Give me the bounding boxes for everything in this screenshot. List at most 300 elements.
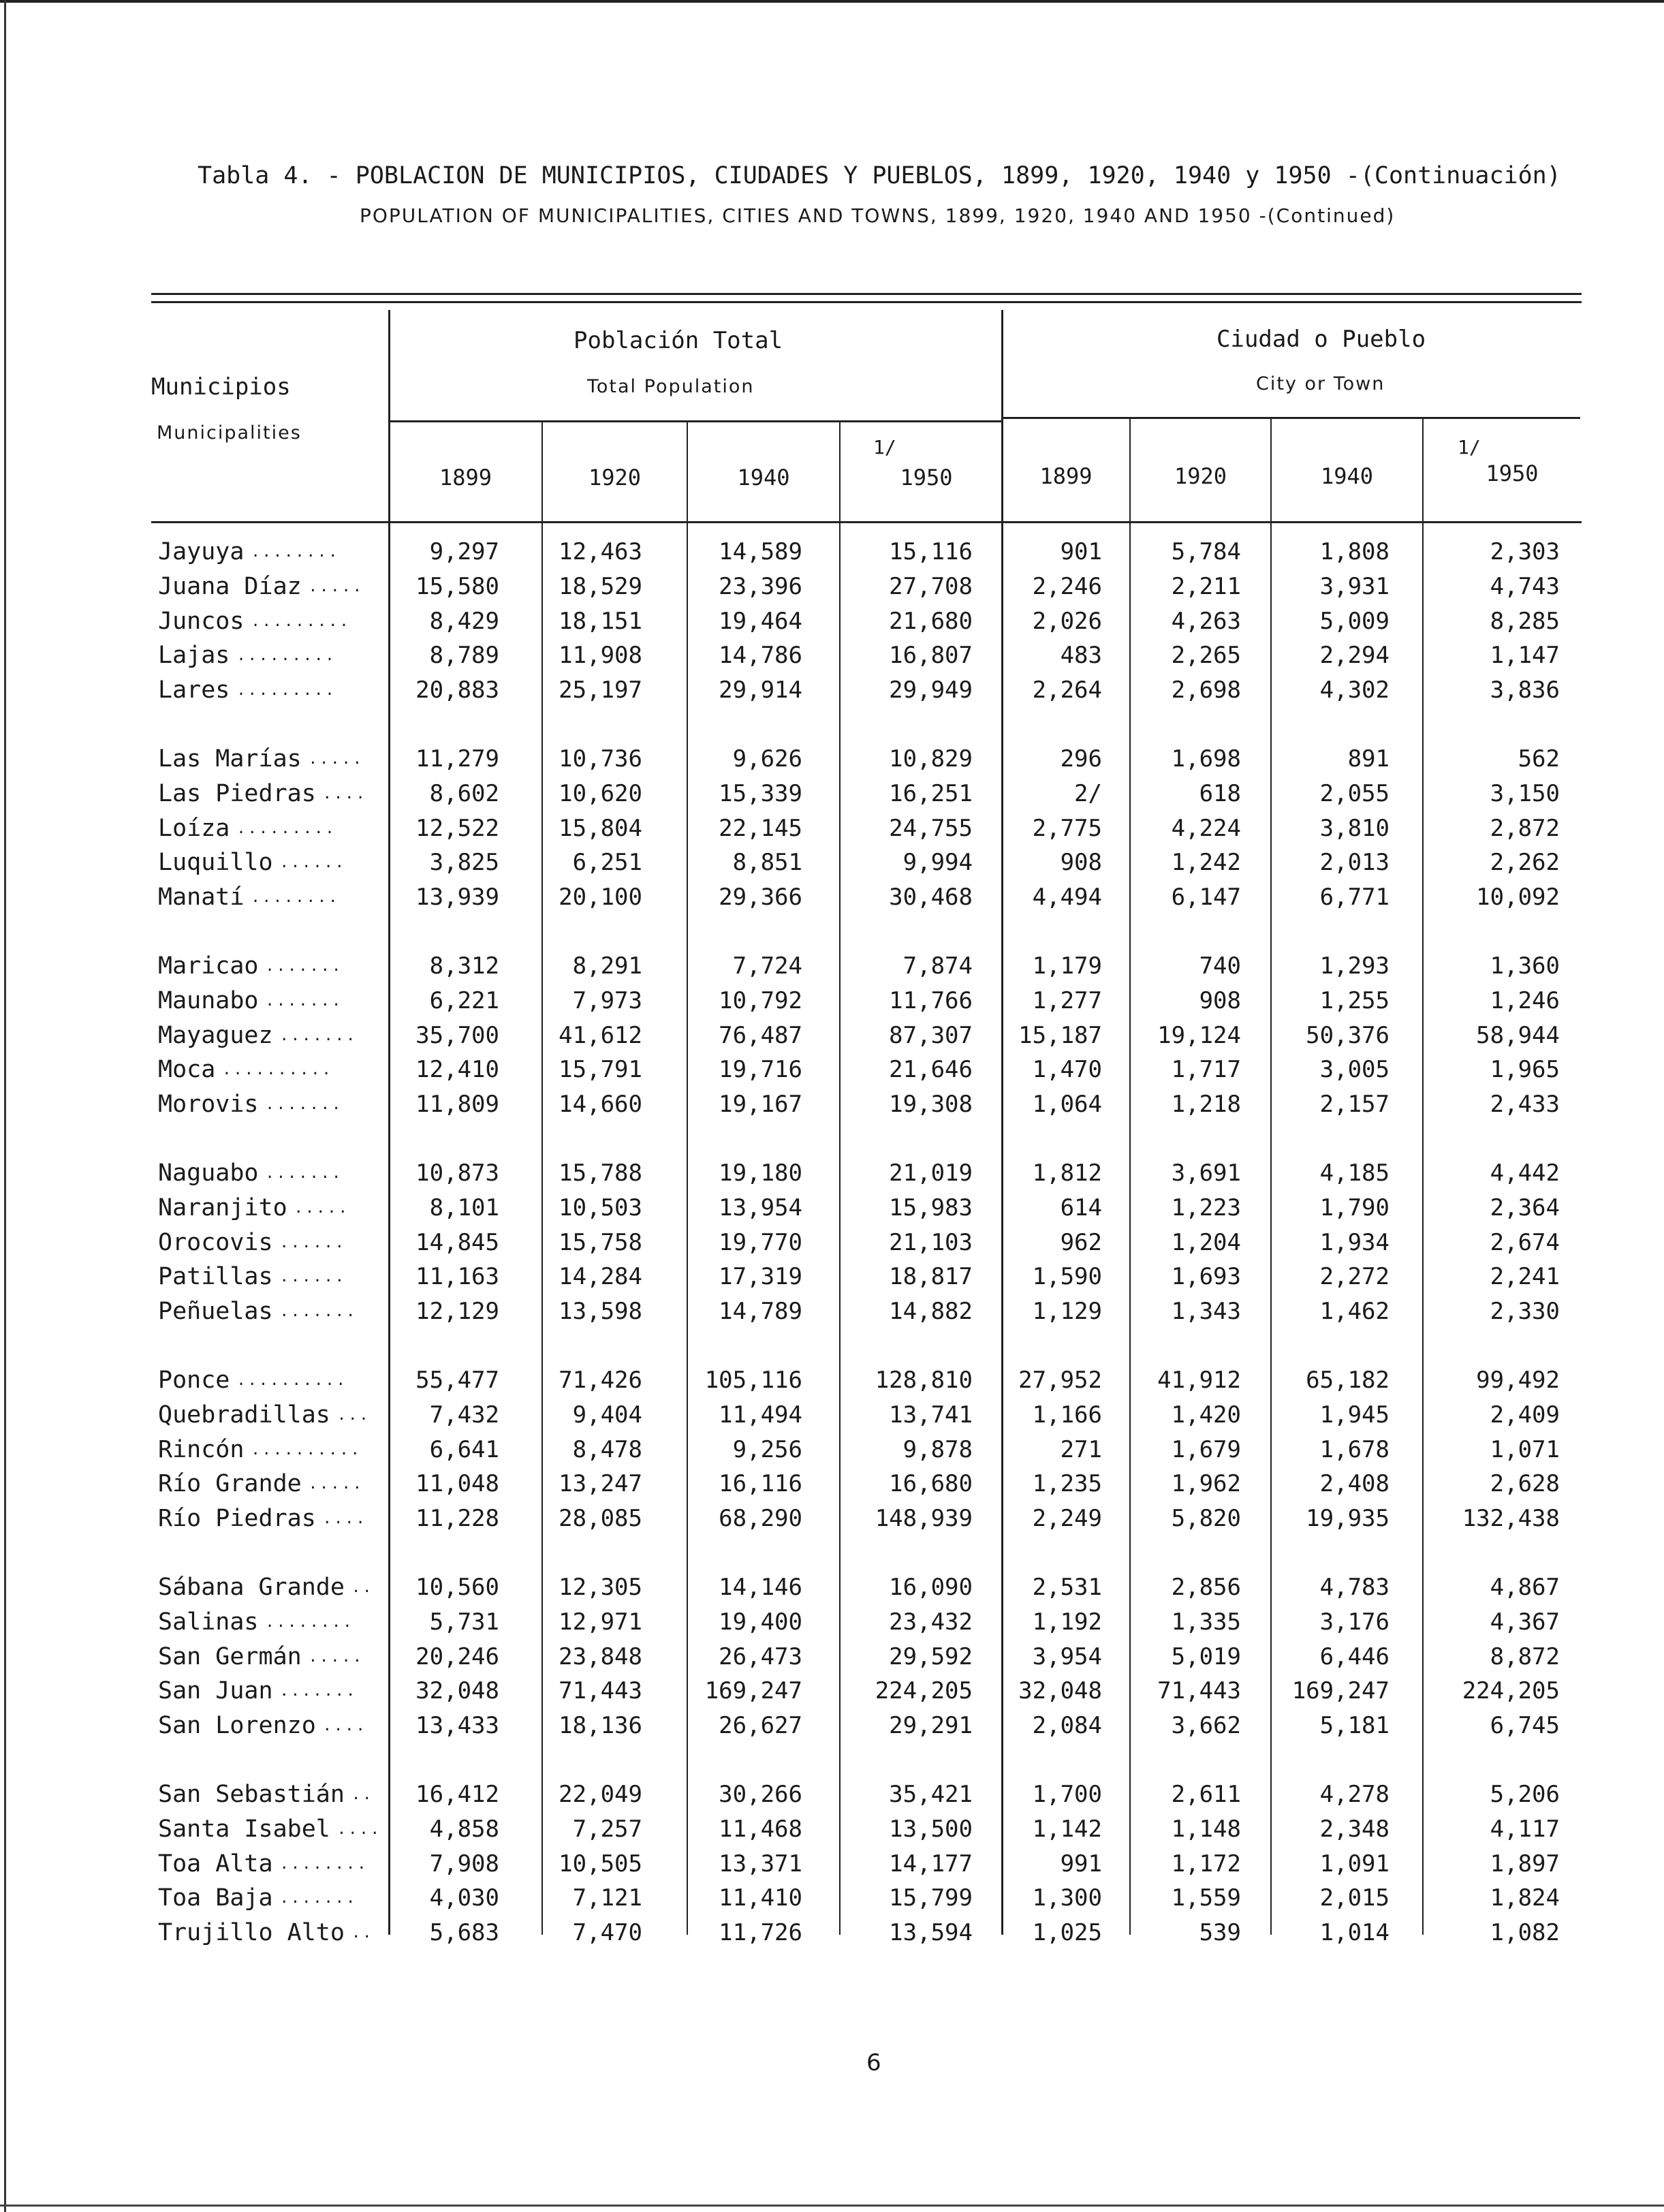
row-name: Salinas xyxy=(158,1608,259,1636)
row-value: 11,048 xyxy=(415,1470,499,1498)
row-name: Orocovis xyxy=(158,1228,273,1256)
year-city-1899: 1899 xyxy=(1039,463,1093,489)
row-value: 10,792 xyxy=(719,986,802,1014)
row-value: 41,612 xyxy=(559,1021,642,1049)
row-value: 1,590 xyxy=(1032,1263,1102,1291)
row-name: Naguabo xyxy=(158,1159,259,1187)
row-value: 5,181 xyxy=(1319,1712,1390,1740)
row-value: 1,700 xyxy=(1032,1781,1102,1808)
row-value: 105,116 xyxy=(704,1367,802,1394)
row-name: Juana Díaz xyxy=(158,572,302,600)
row-leader-dots: ......... xyxy=(236,647,336,665)
row-value: 11,228 xyxy=(415,1505,499,1533)
row-value: 21,646 xyxy=(889,1056,973,1084)
row-value: 8,789 xyxy=(429,642,499,670)
row-value: 71,443 xyxy=(1157,1677,1241,1705)
row-name: Quebradillas xyxy=(158,1401,330,1429)
row-name: Juncos xyxy=(158,607,245,635)
row-value: 19,400 xyxy=(719,1608,802,1636)
row-name: San Lorenzo xyxy=(158,1712,316,1740)
row-leader-dots: .......... xyxy=(236,1372,347,1389)
row-value: 12,129 xyxy=(415,1298,499,1326)
row-value: 1,717 xyxy=(1171,1056,1241,1084)
row-value: 29,366 xyxy=(719,884,802,912)
row-value: 2,026 xyxy=(1032,607,1102,635)
row-value: 1,166 xyxy=(1032,1401,1102,1429)
row-value: 18,136 xyxy=(559,1712,642,1740)
row-value: 27,708 xyxy=(889,572,973,600)
row-value: 1,335 xyxy=(1171,1608,1241,1636)
row-value: 15,799 xyxy=(889,1884,973,1912)
row-value: 1,071 xyxy=(1490,1435,1560,1463)
row-name: San Germán xyxy=(158,1642,302,1670)
row-value: 10,505 xyxy=(559,1850,642,1878)
row-value: 4,302 xyxy=(1319,676,1390,704)
row-value: 1,812 xyxy=(1032,1159,1102,1187)
row-value: 1,147 xyxy=(1490,642,1560,670)
row-value: 19,716 xyxy=(719,1056,802,1084)
row-value: 614 xyxy=(1060,1194,1102,1221)
row-leader-dots: ....... xyxy=(279,1027,358,1044)
row-value: 618 xyxy=(1199,779,1241,807)
row-value: 539 xyxy=(1199,1919,1241,1947)
row-value: 13,500 xyxy=(889,1815,973,1843)
row-value: 2,611 xyxy=(1171,1781,1241,1808)
row-value: 2,272 xyxy=(1319,1263,1390,1291)
row-leader-dots: .. xyxy=(351,1786,374,1803)
row-value: 1,360 xyxy=(1490,952,1560,980)
row-value: 15,788 xyxy=(559,1159,642,1187)
row-leader-dots: ..... xyxy=(308,751,364,768)
row-value: 8,872 xyxy=(1490,1642,1560,1670)
row-value: 3,691 xyxy=(1171,1159,1241,1187)
row-value: 1,246 xyxy=(1490,986,1560,1014)
row-value: 5,731 xyxy=(429,1608,499,1636)
row-value: 7,874 xyxy=(902,952,973,980)
row-name: Toa Alta xyxy=(158,1850,273,1878)
row-value: 20,246 xyxy=(415,1642,499,1670)
row-name: Río Grande xyxy=(158,1470,302,1498)
row-value: 2,249 xyxy=(1032,1505,1102,1533)
row-leader-dots: ........ xyxy=(251,544,340,561)
row-value: 2,872 xyxy=(1490,814,1560,842)
row-value: 22,145 xyxy=(719,814,802,842)
page-number: 6 xyxy=(866,2049,881,2076)
row-value: 7,121 xyxy=(572,1884,642,1912)
row-value: 14,177 xyxy=(889,1850,973,1878)
row-value: 1,204 xyxy=(1171,1228,1241,1256)
row-name: San Sebastián xyxy=(158,1781,345,1808)
row-value: 15,804 xyxy=(559,814,642,842)
row-value: 4,367 xyxy=(1490,1608,1560,1636)
row-value: 11,410 xyxy=(719,1884,802,1912)
row-value: 30,266 xyxy=(719,1781,802,1808)
row-value: 9,256 xyxy=(732,1435,802,1463)
row-value: 16,116 xyxy=(719,1470,802,1498)
row-value: 29,914 xyxy=(719,676,802,704)
row-value: 5,019 xyxy=(1171,1642,1241,1670)
row-leader-dots: ...... xyxy=(279,1234,347,1251)
row-leader-dots: ......... xyxy=(236,682,336,700)
top-double-rule-1 xyxy=(151,293,1582,295)
row-name: Lajas xyxy=(158,642,230,670)
row-name: Ponce xyxy=(158,1367,230,1394)
row-value: 1,462 xyxy=(1319,1298,1390,1326)
row-value: 2,698 xyxy=(1171,676,1241,704)
row-value: 23,396 xyxy=(719,572,802,600)
row-value: 1,934 xyxy=(1319,1228,1390,1256)
row-name: Mayaguez xyxy=(158,1021,273,1049)
row-name: Toa Baja xyxy=(158,1884,273,1912)
row-value: 9,297 xyxy=(429,538,499,565)
row-value: 2,055 xyxy=(1319,779,1390,807)
row-name: Rincón xyxy=(158,1435,245,1463)
row-value: 8,312 xyxy=(429,952,499,980)
row-value: 10,092 xyxy=(1476,884,1560,912)
year-total-1920: 1920 xyxy=(588,465,642,490)
row-leader-dots: ....... xyxy=(279,1890,358,1907)
row-value: 3,836 xyxy=(1490,676,1560,704)
row-value: 35,421 xyxy=(889,1781,973,1808)
row-value: 32,048 xyxy=(1018,1677,1102,1705)
row-value: 15,339 xyxy=(719,779,802,807)
row-leader-dots: .... xyxy=(322,1510,367,1528)
row-value: 2,628 xyxy=(1490,1470,1560,1498)
row-name: Morovis xyxy=(158,1091,259,1119)
footnote-mark-city-1950: 1/ xyxy=(1458,436,1481,458)
row-value: 2,775 xyxy=(1032,814,1102,842)
row-value: 7,257 xyxy=(572,1815,642,1843)
row-value: 2,013 xyxy=(1319,849,1390,877)
row-value: 25,197 xyxy=(559,676,642,704)
row-value: 15,758 xyxy=(559,1228,642,1256)
row-leader-dots: .. xyxy=(351,1579,374,1596)
header-municipios-es: Municipios xyxy=(151,373,291,401)
group-underline-total xyxy=(390,420,1001,422)
row-leader-dots: ........ xyxy=(265,1613,354,1631)
footnote-mark-total-1950: 1/ xyxy=(873,436,896,458)
row-value: 4,858 xyxy=(429,1815,499,1843)
row-name: Sábana Grande xyxy=(158,1574,345,1601)
row-value: 13,598 xyxy=(559,1298,642,1326)
row-name: Naranjito xyxy=(158,1194,287,1221)
row-name: Maunabo xyxy=(158,986,259,1014)
row-value: 1,172 xyxy=(1171,1850,1241,1878)
row-value: 2,408 xyxy=(1319,1470,1390,1498)
row-leader-dots: ... xyxy=(336,1406,371,1424)
scan-border-left xyxy=(4,0,6,2212)
row-value: 55,477 xyxy=(415,1367,499,1394)
scan-border-top xyxy=(0,0,1664,3)
row-value: 224,205 xyxy=(875,1677,973,1705)
year-total-1899: 1899 xyxy=(439,465,492,490)
row-value: 1,091 xyxy=(1319,1850,1390,1878)
row-value: 71,426 xyxy=(559,1367,642,1394)
year-total-1940: 1940 xyxy=(737,465,790,490)
row-value: 2,303 xyxy=(1490,538,1560,565)
row-value: 1,255 xyxy=(1319,986,1390,1014)
row-value: 8,291 xyxy=(572,952,642,980)
row-leader-dots: ..... xyxy=(294,1199,349,1217)
row-value: 21,019 xyxy=(889,1159,973,1187)
row-value: 27,952 xyxy=(1018,1367,1102,1394)
row-value: 19,124 xyxy=(1157,1021,1241,1049)
table-title-es: Tabla 4. - POBLACION DE MUNICIPIOS, CIUDADES Y PUEBLOS, 1899, 1920, 1940 y 1950 -(Continuación) xyxy=(198,162,1561,189)
row-leader-dots: ....... xyxy=(265,958,343,975)
row-leader-dots: ........ xyxy=(279,1855,368,1873)
row-value: 7,973 xyxy=(572,986,642,1014)
row-value: 1,082 xyxy=(1490,1919,1560,1947)
row-value: 1,235 xyxy=(1032,1470,1102,1498)
row-value: 15,983 xyxy=(889,1194,973,1221)
row-value: 12,305 xyxy=(559,1574,642,1601)
row-value: 4,263 xyxy=(1171,607,1241,635)
row-value: 1,293 xyxy=(1319,952,1390,980)
row-value: 2,364 xyxy=(1490,1194,1560,1221)
row-value: 1,192 xyxy=(1032,1608,1102,1636)
row-value: 1,218 xyxy=(1171,1091,1241,1119)
row-value: 14,284 xyxy=(559,1263,642,1291)
row-value: 22,049 xyxy=(559,1781,642,1808)
row-value: 14,589 xyxy=(719,538,802,565)
row-value: 6,771 xyxy=(1319,884,1390,912)
row-value: 2,294 xyxy=(1319,642,1390,670)
row-value: 2,015 xyxy=(1319,1884,1390,1912)
row-value: 29,949 xyxy=(889,676,973,704)
row-value: 15,187 xyxy=(1018,1021,1102,1049)
row-value: 3,150 xyxy=(1490,779,1560,807)
row-value: 16,807 xyxy=(889,642,973,670)
row-name: Jayuya xyxy=(158,538,245,565)
row-value: 6,745 xyxy=(1490,1712,1560,1740)
row-leader-dots: ..... xyxy=(308,578,364,595)
row-value: 8,851 xyxy=(732,849,802,877)
row-leader-dots: ....... xyxy=(279,1303,358,1321)
row-value: 1,945 xyxy=(1319,1401,1390,1429)
row-value: 10,560 xyxy=(415,1574,499,1601)
row-name: Las Marías xyxy=(158,745,302,773)
row-value: 8,478 xyxy=(572,1435,642,1463)
row-leader-dots: .... xyxy=(322,785,367,803)
row-value: 3,005 xyxy=(1319,1056,1390,1084)
row-value: 3,662 xyxy=(1171,1712,1241,1740)
row-value: 908 xyxy=(1199,986,1241,1014)
row-value: 4,442 xyxy=(1490,1159,1560,1187)
row-value: 13,594 xyxy=(889,1919,973,1947)
row-value: 19,308 xyxy=(889,1091,973,1119)
row-value: 99,492 xyxy=(1476,1367,1560,1394)
row-value: 5,683 xyxy=(429,1919,499,1947)
row-value: 1,300 xyxy=(1032,1884,1102,1912)
row-value: 4,783 xyxy=(1319,1574,1390,1601)
row-value: 18,529 xyxy=(559,572,642,600)
row-value: 8,285 xyxy=(1490,607,1560,635)
row-leader-dots: ......... xyxy=(251,612,351,630)
row-value: 14,660 xyxy=(559,1091,642,1119)
row-value: 15,791 xyxy=(559,1056,642,1084)
row-value: 13,247 xyxy=(559,1470,642,1498)
row-value: 1,698 xyxy=(1171,745,1241,773)
row-value: 296 xyxy=(1060,745,1102,773)
row-name: Moca xyxy=(158,1056,216,1084)
row-value: 4,185 xyxy=(1319,1159,1390,1187)
row-leader-dots: ...... xyxy=(279,854,347,872)
row-value: 9,878 xyxy=(902,1435,973,1463)
row-value: 58,944 xyxy=(1476,1021,1560,1049)
row-value: 1,965 xyxy=(1490,1056,1560,1084)
row-value: 10,736 xyxy=(559,745,642,773)
row-value: 2,246 xyxy=(1032,572,1102,600)
row-name: Trujillo Alto xyxy=(158,1919,345,1947)
row-leader-dots: ..... xyxy=(308,1476,364,1493)
row-value: 32,048 xyxy=(415,1677,499,1705)
scan-border-bottom xyxy=(0,2205,1664,2207)
row-value: 4,867 xyxy=(1490,1574,1560,1601)
year-total-1950: 1950 xyxy=(900,465,953,490)
row-value: 562 xyxy=(1518,745,1560,773)
row-leader-dots: .......... xyxy=(251,1441,362,1459)
row-value: 76,487 xyxy=(719,1021,802,1049)
row-value: 24,755 xyxy=(889,814,973,842)
row-leader-dots: ....... xyxy=(279,1683,358,1700)
header-municipios-en: Municipalities xyxy=(157,422,302,443)
row-value: 15,580 xyxy=(415,572,499,600)
row-value: 891 xyxy=(1347,745,1390,773)
row-value: 3,810 xyxy=(1319,814,1390,842)
group-underline-city xyxy=(1001,417,1580,419)
row-value: 2,264 xyxy=(1032,676,1102,704)
row-value: 962 xyxy=(1060,1228,1102,1256)
row-value: 1,277 xyxy=(1032,986,1102,1014)
row-name: Río Piedras xyxy=(158,1505,316,1533)
row-value: 1,142 xyxy=(1032,1815,1102,1843)
row-value: 10,620 xyxy=(559,779,642,807)
row-value: 19,167 xyxy=(719,1091,802,1119)
row-leader-dots: ........ xyxy=(251,889,340,907)
row-value: 30,468 xyxy=(889,884,973,912)
row-value: 11,766 xyxy=(889,986,973,1014)
row-value: 12,522 xyxy=(415,814,499,842)
row-value: 5,784 xyxy=(1171,538,1241,565)
row-value: 5,820 xyxy=(1171,1505,1241,1533)
row-value: 19,770 xyxy=(719,1228,802,1256)
row-value: 15,116 xyxy=(889,538,973,565)
row-value: 1,129 xyxy=(1032,1298,1102,1326)
row-value: 1,064 xyxy=(1032,1091,1102,1119)
row-value: 1,014 xyxy=(1319,1919,1390,1947)
row-leader-dots: ....... xyxy=(265,992,343,1010)
year-city-1950: 1950 xyxy=(1486,461,1539,486)
row-value: 16,680 xyxy=(889,1470,973,1498)
row-value: 3,825 xyxy=(429,849,499,877)
row-value: 19,180 xyxy=(719,1159,802,1187)
row-name: Peñuelas xyxy=(158,1298,273,1326)
row-value: 1,223 xyxy=(1171,1194,1241,1221)
row-value: 26,627 xyxy=(719,1712,802,1740)
row-value: 2,348 xyxy=(1319,1815,1390,1843)
row-value: 4,494 xyxy=(1032,884,1102,912)
row-leader-dots: .......... xyxy=(222,1061,333,1079)
row-value: 8,101 xyxy=(429,1194,499,1221)
row-value: 18,151 xyxy=(559,607,642,635)
row-value: 4,117 xyxy=(1490,1815,1560,1843)
row-value: 71,443 xyxy=(559,1677,642,1705)
row-value: 2,265 xyxy=(1171,642,1241,670)
row-value: 41,912 xyxy=(1157,1367,1241,1394)
row-value: 14,786 xyxy=(719,642,802,670)
header-bottom-rule xyxy=(151,521,1582,523)
row-value: 132,438 xyxy=(1462,1505,1560,1533)
row-value: 2,531 xyxy=(1032,1574,1102,1601)
row-value: 6,446 xyxy=(1319,1642,1390,1670)
row-value: 1,693 xyxy=(1171,1263,1241,1291)
row-value: 1,559 xyxy=(1171,1884,1241,1912)
row-name: Manatí xyxy=(158,884,245,912)
row-value: 10,829 xyxy=(889,745,973,773)
row-value: 6,641 xyxy=(429,1435,499,1463)
row-value: 5,206 xyxy=(1490,1781,1560,1808)
row-value: 11,726 xyxy=(719,1919,802,1947)
row-name: Loíza xyxy=(158,814,230,842)
row-name: Maricao xyxy=(158,952,259,980)
row-value: 1,025 xyxy=(1032,1919,1102,1947)
row-value: 12,971 xyxy=(559,1608,642,1636)
row-value: 6,251 xyxy=(572,849,642,877)
row-value: 3,954 xyxy=(1032,1642,1102,1670)
row-value: 23,432 xyxy=(889,1608,973,1636)
row-leader-dots: ......... xyxy=(236,820,336,837)
row-value: 1,679 xyxy=(1171,1435,1241,1463)
row-leader-dots: .. xyxy=(351,1925,374,1942)
row-value: 2,330 xyxy=(1490,1298,1560,1326)
row-value: 18,817 xyxy=(889,1263,973,1291)
row-value: 21,103 xyxy=(889,1228,973,1256)
row-value: 169,247 xyxy=(704,1677,802,1705)
row-value: 20,883 xyxy=(415,676,499,704)
row-value: 14,789 xyxy=(719,1298,802,1326)
row-value: 7,908 xyxy=(429,1850,499,1878)
row-value: 11,908 xyxy=(559,642,642,670)
row-value: 1,343 xyxy=(1171,1298,1241,1326)
row-name: Lares xyxy=(158,676,230,704)
row-name: Santa Isabel xyxy=(158,1815,330,1843)
row-value: 29,291 xyxy=(889,1712,973,1740)
row-value: 2,241 xyxy=(1490,1263,1560,1291)
row-value: 16,412 xyxy=(415,1781,499,1808)
row-value: 17,319 xyxy=(719,1263,802,1291)
row-value: 1,470 xyxy=(1032,1056,1102,1084)
row-value: 13,741 xyxy=(889,1401,973,1429)
row-value: 2,674 xyxy=(1490,1228,1560,1256)
row-value: 224,205 xyxy=(1462,1677,1560,1705)
row-value: 11,468 xyxy=(719,1815,802,1843)
row-value: 2,084 xyxy=(1032,1712,1102,1740)
row-value: 6,147 xyxy=(1171,884,1241,912)
row-value: 9,994 xyxy=(902,849,973,877)
row-value: 16,090 xyxy=(889,1574,973,1601)
row-value: 10,873 xyxy=(415,1159,499,1187)
row-value: 4,278 xyxy=(1319,1781,1390,1808)
row-value: 1,242 xyxy=(1171,849,1241,877)
row-value: 26,473 xyxy=(719,1642,802,1670)
row-value: 1,678 xyxy=(1319,1435,1390,1463)
row-value: 7,724 xyxy=(732,952,802,980)
row-value: 7,470 xyxy=(572,1919,642,1947)
row-value: 901 xyxy=(1060,538,1102,565)
row-value: 128,810 xyxy=(875,1367,973,1394)
row-value: 3,931 xyxy=(1319,572,1390,600)
row-value: 1,824 xyxy=(1490,1884,1560,1912)
